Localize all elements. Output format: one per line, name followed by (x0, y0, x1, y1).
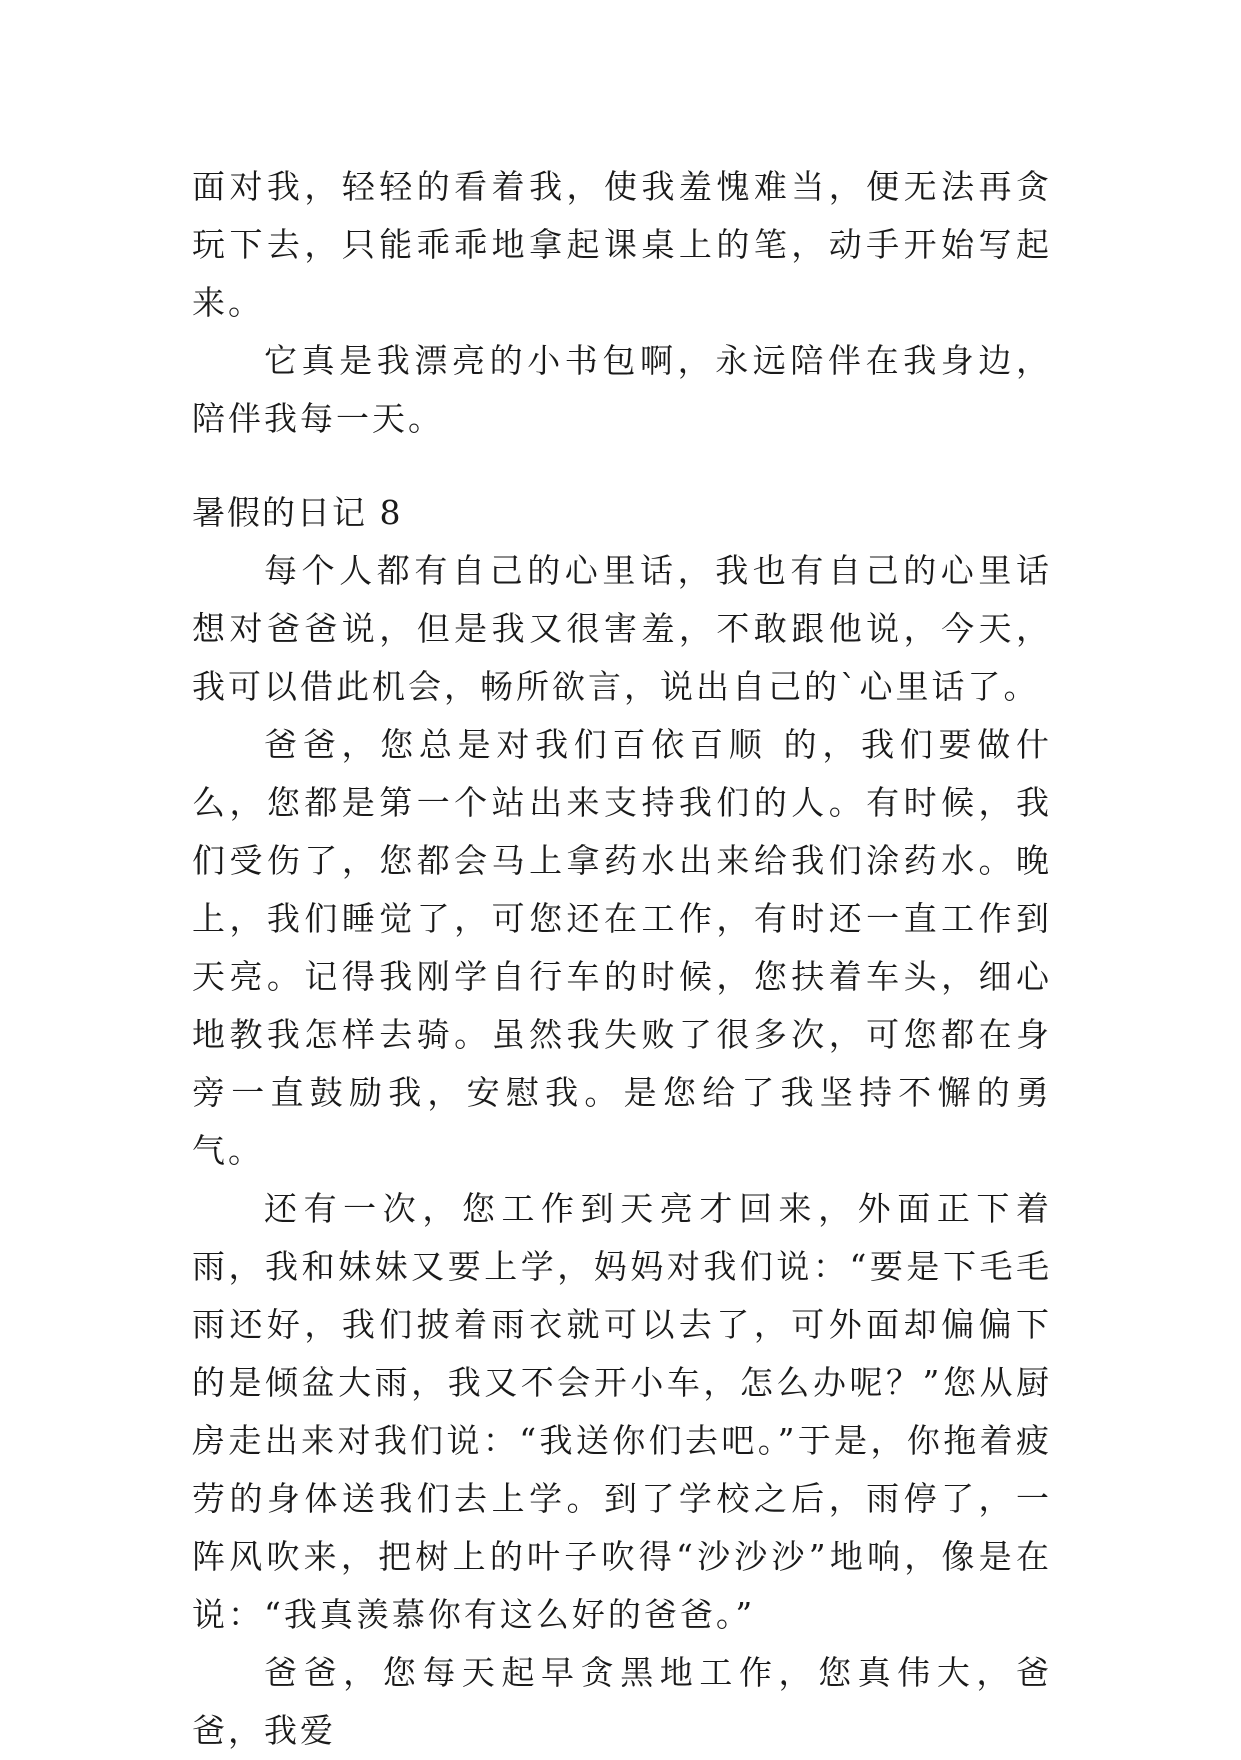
section-gap (192, 448, 1052, 484)
paragraph-support: 爸爸，您总是对我们百依百顺 的，我们要做什么，您都是第一个站出来支持我们的人。有时候，我们受伤了，您都会马上拿药水出来给我们涂药水。晚上，我们睡觉了，可您还在工作，有时还一直工作到天亮。记得我刚学自行车的时候，您扶着车头，细心地教我怎样去骑。虽然我失败了很多次，可您都在身旁一直鼓励我，安慰我。是您给了我坚持不懈的勇气。 (192, 725, 1052, 1170)
paragraph-schoolbag: 它真是我漂亮的小书包啊，永远陪伴在我身边，陪伴我每一天。 (192, 341, 1052, 438)
paragraph-rain: 还有一次，您工作到天亮才回来，外面正下着雨，我和妹妹又要上学，妈妈对我们说：“要是下毛毛雨还好，我们披着雨衣就可以去了，可外面却偏偏下的是倾盆大雨，我又不会开小车，怎么办呢？”您从厨房走出来对我们说：“我送你们去吧。”于是，你拖着疲劳的身体送我们去上学。到了学校之后，雨停了，一阵风吹来，把树上的叶子吹得“沙沙沙”地响，像是在说：“我真羡慕你有这么好的爸爸。” (192, 1189, 1052, 1634)
paragraph-closing: 爸爸，您每天起早贪黑地工作，您真伟大，爸爸，我爱 (192, 1653, 1052, 1750)
paragraph-continuation: 面对我，轻轻的看着我，使我羞愧难当，便无法再贪玩下去，只能乖乖地拿起课桌上的笔，动手开始写起来。 (192, 167, 1052, 322)
paragraph-intro: 每个人都有自己的心里话，我也有自己的心里话想对爸爸说，但是我又很害羞，不敢跟他说，今天，我可以借此机会，畅所欲言，说出自己的`心里话了。 (192, 551, 1052, 706)
document-page (192, 158, 1052, 1760)
section-heading: 暑假的日记 8 (192, 493, 403, 532)
